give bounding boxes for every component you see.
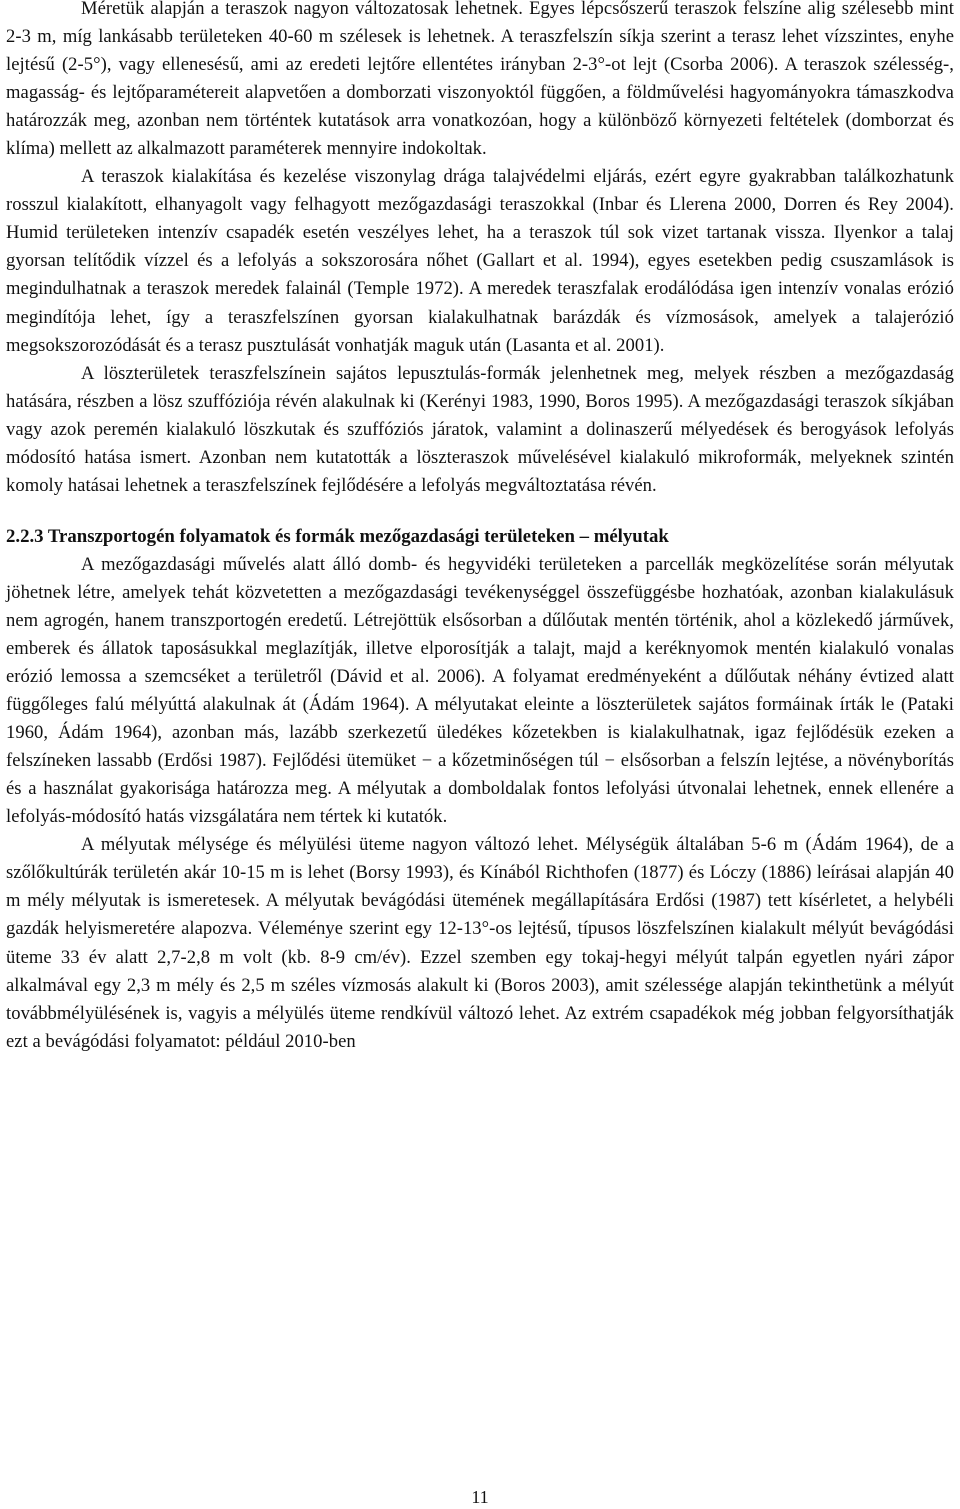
- document-page: [6, 0, 954, 1056]
- page-number: 11: [471, 1487, 489, 1507]
- paragraph-sunken-roads-depth: A mélyutak mélysége és mélyülési üteme nagyon változó lehet. Mélységük általában 5-6 m (Ádám 1964), de a szőlőkultúrák területén akár 10-15 m is lehet (Borsy 1993), és Kínából Richthofen (1877) és Lóczy (1886) leírásai alapján 40 m mély mélyutak is ismeretesek. A mélyutak bevágódási ütemének megállapítására Erdősi (1987) tett kísérletet, a helybéli gazdák helyismeretére alapozva. Véleménye szerint egy 12-13°-os lejtésű, típusos löszfelszínen kialakult mélyút bevágódási üteme 33 év alatt 2,7-2,8 m volt (kb. 8-9 cm/év). Ezzel szemben egy tokaj-hegyi mélyút talpán egyetlen nyári zápor alkalmával egy 2,3 m mély és 2,5 m széles vízmosás alakult ki (Boros 2003), amit szélessége alapján tekinthetünk a mélyút továbbmélyülésének is, vagyis a mélyülés üteme rendkívül változó lehet. Az extrém csapadékok még jobban felgyorsíthatják ezt a bevágódási folyamatot: például 2010-ben: [6, 834, 954, 1052]
- paragraph-terrace-management: A teraszok kialakítása és kezelése viszonylag drága talajvédelmi eljárás, ezért egyre gyakrabban találkozhatunk rosszul kialakított, elhanyagolt vagy felhagyott mezőgazdasági teraszokkal (Inbar és Llerena 2000, Dorren és Rey 2004). Humid területeken intenzív csapadék esetén veszélyes lehet, ha a teraszok túl sok vizet tartanak vissza. Ilyenkor a talaj gyorsan telítődik vízzel és a lefolyás a sokszorosára nőhet (Gallart et al. 1994), egyes esetekben pedig csuszamlások is megindulhatnak a teraszok meredek falainál (Temple 1972). A meredek teraszfalak erodálódása igen intenzív vonalas erózió megindítója lehet, így a teraszfelszínen gyorsan kialakulhatnak barázdák és vízmosások, amelyek a talajerózió megsokszorozódását és a terasz pusztulását vonhatják maguk után (Lasanta et al. 2001).: [6, 166, 954, 356]
- paragraph-terrace-dimensions: Méretük alapján a teraszok nagyon változatosak lehetnek. Egyes lépcsőszerű teraszok felszíne alig szélesebb mint 2-3 m, míg lankásabb területeken 40-60 m szélesek is lehetnek. A teraszfelszín síkja szerint a terasz lehet vízszintes, enyhe lejtésű (2-5°), vagy ellenesésű, ami az eredeti lejtőre ellentétes irányban 2-3°-ot lejt (Csorba 2006). A teraszok szélesség-, magasság- és lejtőparamétereit alapvetően a domborzati viszonyoktól függően, a földművelési hagyományokra támaszkodva határozzák meg, azonban nem történtek kutatások arra vonatkozóan, hogy a különböző környezeti feltételek (domborzat és klíma) mellett az alkalmazott paraméterek mennyire indokoltak.: [6, 0, 954, 160]
- paragraph-loess-terraces: A löszterületek teraszfelszínein sajátos lepusztulás-formák jelenhetnek meg, melyek részben a mezőgazdaság hatására, részben a lösz szuffóziója révén alakulnak ki (Kerényi 1983, 1990, Boros 1995). A mezőgazdasági teraszok síkjában vagy azok peremén kialakuló löszkutak és szuffóziós járatok, valamint a dolinaszerű mélyedések és berogyások lefolyás módosító hatása ismert. Azonban nem kutatották a löszteraszok művelésével kialakuló mikroformák, melyeknek szintén komoly hatásai lehetnek a teraszfelszínek fejlődésére a lefolyás megváltoztatása révén.: [6, 362, 954, 496]
- section-heading: 2.2.3 Transzportogén folyamatok és formák mezőgazdasági területeken – mélyutak: [6, 525, 669, 547]
- paragraph-sunken-roads-intro: A mezőgazdasági művelés alatt álló domb- és hegyvidéki területeken a parcellák megközelítése során mélyutak jöhetnek létre, amelyek tehát közvetetten a mezőgazdasági tevékenységgel összefüggésbe hozhatóak, azonban kialakulásuk nem agrogén, hanem transzportogén eredetű. Létrejöttük elsősorban a dűlőutak mentén történik, ahol a közlekedő járművek, emberek és állatok taposásukkal meglazítják, illetve elporosítják a talajt, majd a keréknyomok mentén kialakuló vonalas erózió lemossa a szemcséket a területről (Dávid et al. 2006). A folyamat eredményeként a dűlőutak néhány évtized alatt függőleges falú mélyúttá alakulnak át (Ádám 1964). A mélyutakat eleinte a löszterületek sajátos formáinak írták le (Pataki 1960, Ádám 1964), azonban más, lazább szerkezetű üledékes kőzetekben is kialakulhatnak, igaz fejlődésük ezeken a felszíneken lassabb (Erdősi 1987). Fejlődési ütemüket − a kőzetminőségen túl − elsősorban a felszín lejtése, a növényborítás és a használat gyakorisága határozza meg. A mélyutak a domboldalak fontos lefolyási útvonalai lehetnek, ennek ellenére a lefolyás-módosító hatás vizsgálatára nem tértek ki kutatók.: [6, 553, 954, 828]
